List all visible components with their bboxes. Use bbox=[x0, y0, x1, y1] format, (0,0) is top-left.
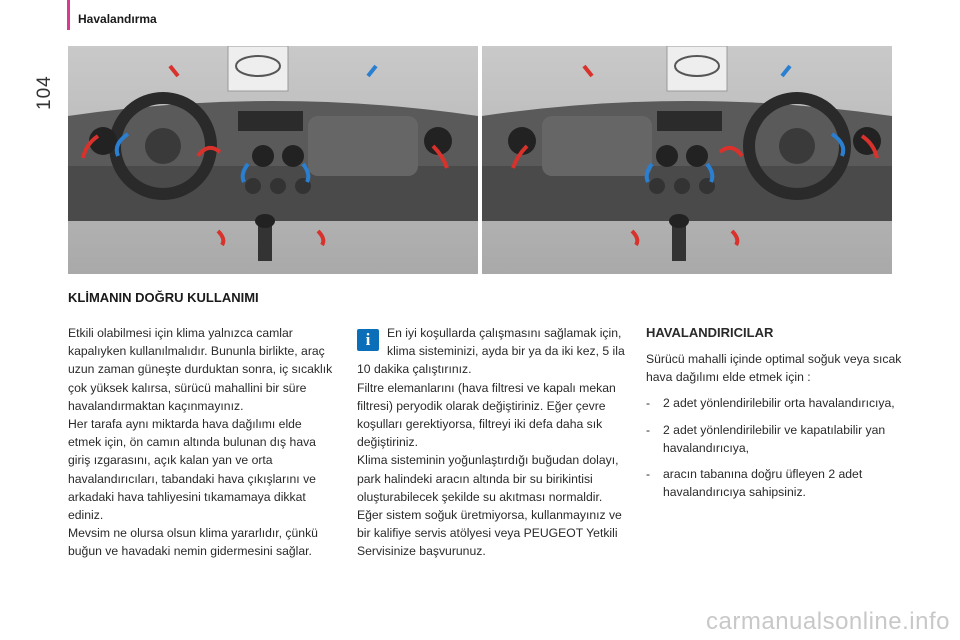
section-accent-bar bbox=[67, 0, 70, 30]
info-icon: i bbox=[357, 329, 379, 351]
list-item-text: 2 adet yönlendirilebilir orta havalandırıcıya, bbox=[663, 396, 895, 411]
page-number-container bbox=[34, 70, 54, 110]
list-dash: - bbox=[646, 467, 651, 482]
list-dash: - bbox=[646, 396, 651, 411]
section-title: Havalandırma bbox=[78, 12, 157, 26]
list-dash: - bbox=[646, 422, 651, 437]
dashboard-lhd-image bbox=[68, 46, 478, 274]
paragraph: Klima sisteminin yoğunlaştırdığı buğudan dolayı, park halindeki aracın altında bir su birikintisi oluşturabilecek şekilde su akıtması normaldir. bbox=[357, 453, 619, 504]
page-number: 104 bbox=[34, 75, 55, 110]
list-item-text: aracın tabanına doğru üfleyen 2 adet havalandırıcıya sahipsiniz. bbox=[663, 467, 863, 500]
paragraph: Filtre elemanlarını (hava filtresi ve kapalı mekan filtresi) peryodik olarak değiştiriniz. Eğer çevre koşulları gerektiyorsa, filtreyi iki defa daha sık değiştiriniz. bbox=[357, 380, 616, 450]
paragraph: Her tarafa aynı miktarda hava dağılımı elde etmek için, ön camın altında bulunan dış hava giriş ızgarasını, açık kalan yan ve orta havalandırıcıları, tabandaki hava çıkışlarını ve arkadaki hava tahliyesini tıkamamaya dikkat ediniz. bbox=[68, 417, 316, 523]
paragraph: Etkili olabilmesi için klima yalnızca camlar kapalıyken kullanılmalıdır. Bununla birlikte, araç uzun zaman güneşte durduktan sonra, iç sıcaklık çok yüksek kalırsa, sürücü mahallini bir süre havalandırmaktan kaçınmayınız. bbox=[68, 326, 333, 413]
dashboard-rhd-image bbox=[482, 46, 892, 274]
vents-heading: HAVALANDIRICILAR bbox=[646, 325, 774, 340]
column-vents bbox=[646, 324, 918, 501]
list-item bbox=[646, 421, 918, 457]
dashboard-illustration-lhd bbox=[68, 46, 478, 274]
list-item bbox=[646, 465, 918, 501]
column-correct-use bbox=[68, 324, 334, 561]
paragraph: En iyi koşullarda çalışmasını sağlamak için, klima sisteminizi, ayda bir ya da iki kez, 5 ila 10 dakika çalıştırınız. bbox=[357, 326, 625, 377]
column-maintenance bbox=[357, 324, 629, 561]
list-item-text: 2 adet yönlendirilebilir ve kapatılabilir yan havalandırıcıya, bbox=[663, 422, 886, 455]
watermark: carmanualsonline.info bbox=[706, 608, 950, 635]
section-heading: KLİMANIN DOĞRU KULLANIMI bbox=[68, 290, 259, 305]
paragraph: Eğer sistem soğuk üretmiyorsa, kullanmayınız ve bir kalifiye servis atölyesi veya PEUGEOT Yetkili Servisinize başvurunuz. bbox=[357, 508, 622, 559]
list-item bbox=[646, 394, 918, 412]
paragraph: Mevsim ne olursa olsun klima yararlıdır, çünkü buğun ve havadaki nemin gidermesini sağlar. bbox=[68, 526, 318, 559]
dashboard-illustration-rhd bbox=[482, 46, 892, 274]
vents-intro: Sürücü mahalli içinde optimal soğuk veya sıcak hava dağılımı elde etmek için : bbox=[646, 352, 902, 385]
